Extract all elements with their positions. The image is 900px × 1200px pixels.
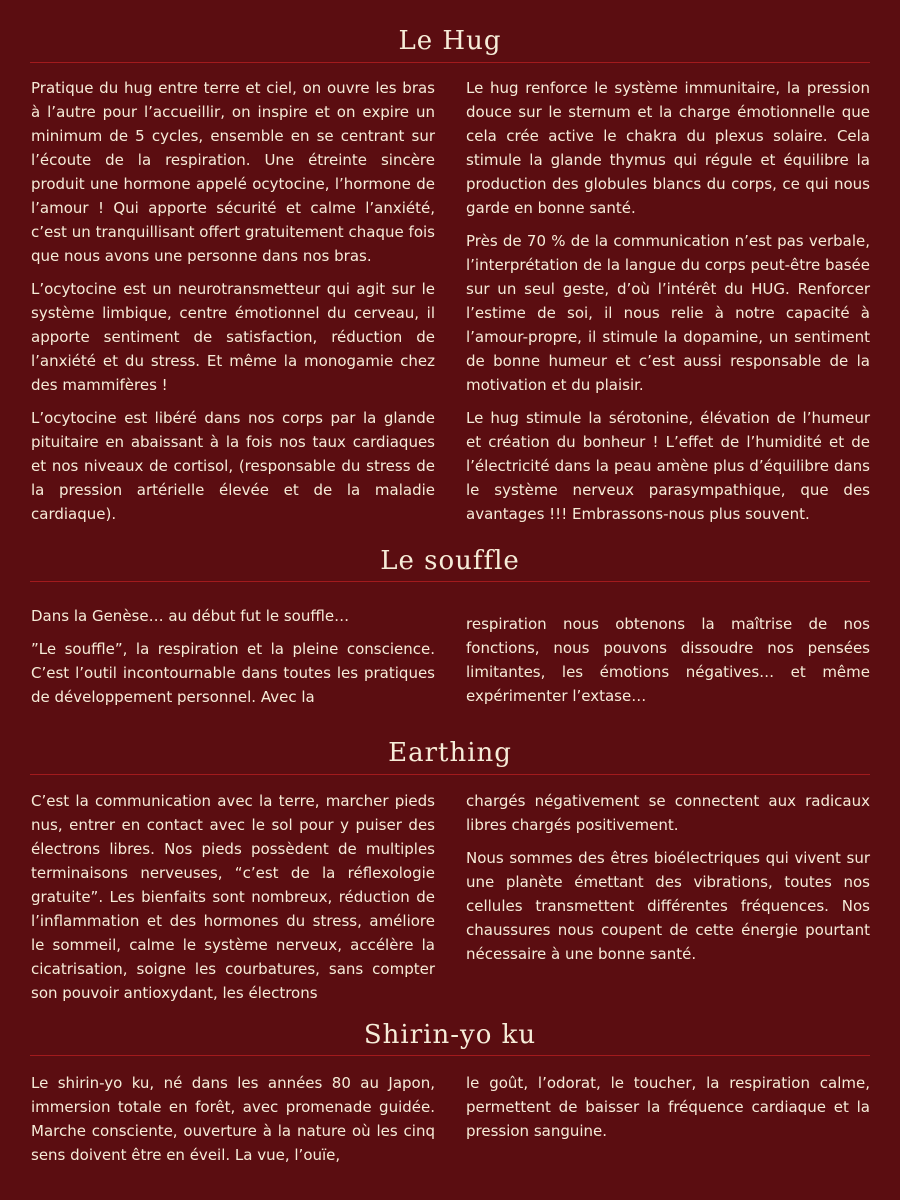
section-divider: [30, 774, 870, 775]
paragraph: Dans la Genèse… au début fut le souffle…: [31, 607, 350, 625]
column-right-le-souffle: [466, 612, 870, 717]
section-title-le-hug: Le Hug: [398, 26, 502, 56]
paragraph: Le hug stimule la sérotonine, élévation de l’humeur et création du bonheur ! L’effet de l’humidité et de l’électricité dans la peau amène plus d’équilibre dans le système nerveux parasympathique, que des avantages !!! Embrassons-nous plus souvent.: [466, 409, 870, 523]
section-divider: [30, 62, 870, 63]
paragraph: Pratique du hug entre terre et ciel, on ouvre les bras à l’autre pour l’accueillir, on inspire et on expire un minimum de 5 cycles, ensemble en se centrant sur l’écoute de la respiration. Une étreinte sincère produit une hormone appelé ocytocine, l’hormone de l’amour ! Qui apporte sécurité et calme l’anxiété, c’est un tranquillisant offert gratuitement chaque fois que nous avons une personne dans nos bras.: [31, 79, 435, 265]
paragraph: C’est la communication avec la terre, marcher pieds nus, entrer en contact avec le sol pour y puiser des électrons libres. Nos pieds possèdent de multiples terminaisons nerveuses, “c’est de la réflexologie gratuite”. Les bienfaits sont nombreux, réduction de l’inflammation et des hormones du stress, améliore le sommeil, calme le système nerveux, accélère la cicatrisation, soigne les courbatures, sans compter son pouvoir antioxydant, les électrons: [31, 792, 435, 1002]
column-right-earthing: [466, 789, 870, 975]
column-left-shirin-yo-ku: [31, 1071, 435, 1176]
paragraph: Près de 70 % de la communication n’est pas verbale, l’interprétation de la langue du corps peut-être basée sur un seul geste, d’où l’intérêt du HUG. Renforcer l’estime de soi, il nous relie à notre capacité à l’amour-propre, il stimule la dopamine, un sentiment de bonne humeur et c’est aussi responsable de la motivation et du plaisir.: [466, 232, 870, 394]
column-left-le-hug: [31, 76, 435, 535]
section-title-earthing: Earthing: [388, 738, 512, 768]
column-right-le-hug: [466, 76, 870, 535]
section-title-le-souffle: Le souffle: [380, 546, 520, 576]
paragraph: le goût, l’odorat, le toucher, la respiration calme, permettent de baisser la fréquence cardiaque et la pression sanguine.: [466, 1074, 870, 1140]
column-left-le-souffle: [31, 604, 435, 718]
section-title-shirin-yo-ku: Shirin-yo ku: [363, 1020, 537, 1050]
column-right-shirin-yo-ku: [466, 1071, 870, 1152]
column-left-earthing: [31, 789, 435, 1014]
section-divider: [30, 581, 870, 582]
paragraph: Le shirin-yo ku, né dans les années 80 au Japon, immersion totale en forêt, avec promenade guidée. Marche consciente, ouverture à la nature où les cinq sens doivent être en éveil. La vue, l’ouïe,: [31, 1074, 435, 1164]
paragraph: chargés négativement se connectent aux radicaux libres chargés positivement.: [466, 792, 870, 834]
paragraph: ”Le souffle”, la respiration et la pleine conscience. C’est l’outil incontournable dans toutes les pratiques de développement personnel. Avec la: [31, 640, 435, 706]
section-divider: [30, 1055, 870, 1056]
paragraph: Le hug renforce le système immunitaire, la pression douce sur le sternum et la charge émotionnelle que cela crée active le chakra du plexus solaire. Cela stimule la glande thymus qui régule et équilibre la production des globules blancs du corps, ce qui nous garde en bonne santé.: [466, 79, 870, 217]
paragraph: respiration nous obtenons la maîtrise de nos fonctions, nous pouvons dissoudre nos pensées limitantes, les émotions négatives… et même expérimenter l’extase…: [466, 615, 870, 705]
paragraph: Nous sommes des êtres bioélectriques qui vivent sur une planète émettant des vibrations, toutes nos cellules transmettent différentes fréquences. Nos chaussures nous coupent de cette énergie pourtant nécessaire à une bonne santé.: [466, 849, 870, 963]
paragraph: L’ocytocine est libéré dans nos corps par la glande pituitaire en abaissant à la fois nos taux cardiaques et nos niveaux de cortisol, (responsable du stress de la pression artérielle élevée et de la maladie cardiaque).: [31, 409, 435, 523]
paragraph: L’ocytocine est un neurotransmetteur qui agit sur le système limbique, centre émotionnel du cerveau, il apporte sentiment de satisfaction, réduction de l’anxiété et du stress. Et même la monogamie chez des mammifères !: [31, 280, 435, 394]
